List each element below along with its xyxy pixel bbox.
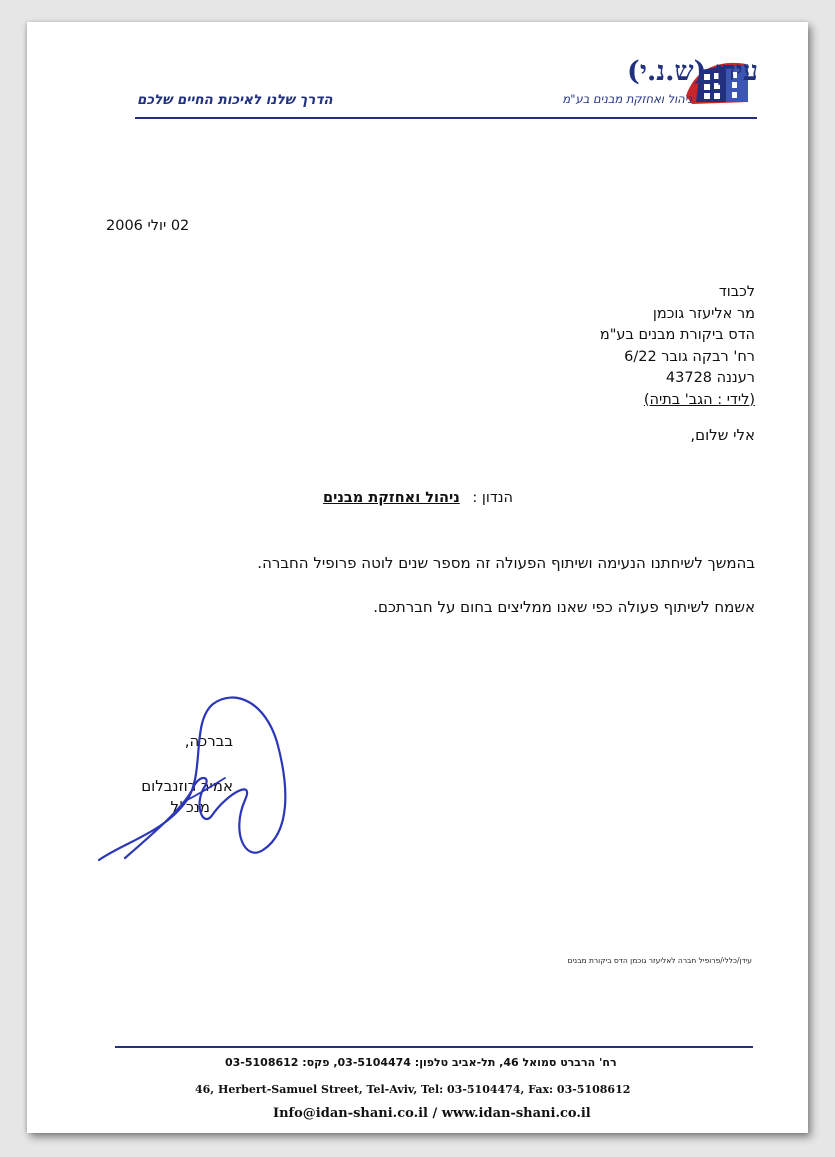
company-slogan: הדרך שלנו לאיכות החיים שלכם	[137, 92, 333, 108]
recipient-company: הדס ביקורת מבנים בע"מ	[599, 327, 755, 343]
subject-value: ניהול ואחזקת מבנים	[323, 490, 460, 506]
greeting: אלי שלום,	[690, 426, 755, 444]
footer-address-hebrew: רח' הרברט סמואל 46, תל-אביב טלפון: 03-5104474, פקס: 03-5108612	[225, 1056, 617, 1069]
footer-divider	[115, 1046, 753, 1048]
recipient-attention: (לידי : הגב' בתיה)	[643, 391, 755, 408]
subject-label: הנדון :	[472, 490, 514, 506]
closing: בברכה,	[184, 732, 233, 750]
recipient-street: רח' רבקה גובר 6/22	[624, 348, 755, 365]
footer-address-english: 46, Herbert-Samuel Street, Tel-Aviv, Tel: 03-5104474, Fax: 03-5108612	[195, 1083, 631, 1096]
body-paragraph-1: בהמשך לשיחתנו הנעימה ושיתוף הפעולה זה מספר שנים לוטה פרופיל החברה.	[257, 554, 755, 572]
company-subtitle: ניהול ואחזקת מבנים בע"מ	[562, 92, 692, 106]
letter-page	[27, 22, 808, 1133]
company-name: עידן (ש.נ.י)	[627, 56, 758, 87]
recipient-name: מר אליעזר גוכמן	[652, 305, 755, 322]
recipient-salutation: לכבוד	[718, 284, 755, 300]
file-reference: עידן/כללי/פרופיל חברה לאליעזר גוכמן הדס ביקורת מבנים	[567, 956, 752, 965]
header-divider	[135, 117, 757, 119]
handwritten-signature	[95, 682, 305, 872]
signer-name: אמיר רוזנבלום	[141, 777, 233, 795]
footer-contact: Info@idan-shani.co.il / www.idan-shani.co.il	[273, 1106, 591, 1121]
recipient-city: רעננה 43728	[665, 370, 755, 386]
subject-line	[323, 490, 513, 506]
letter-date: 02 יולי 2006	[106, 218, 190, 234]
recipient-block	[600, 282, 755, 411]
body-paragraph-2: אשמח לשיתוף פעולה כפי שאנו ממליצים בחום על חברתכם.	[373, 598, 755, 616]
signer-title: מנכ"ל	[170, 798, 210, 816]
